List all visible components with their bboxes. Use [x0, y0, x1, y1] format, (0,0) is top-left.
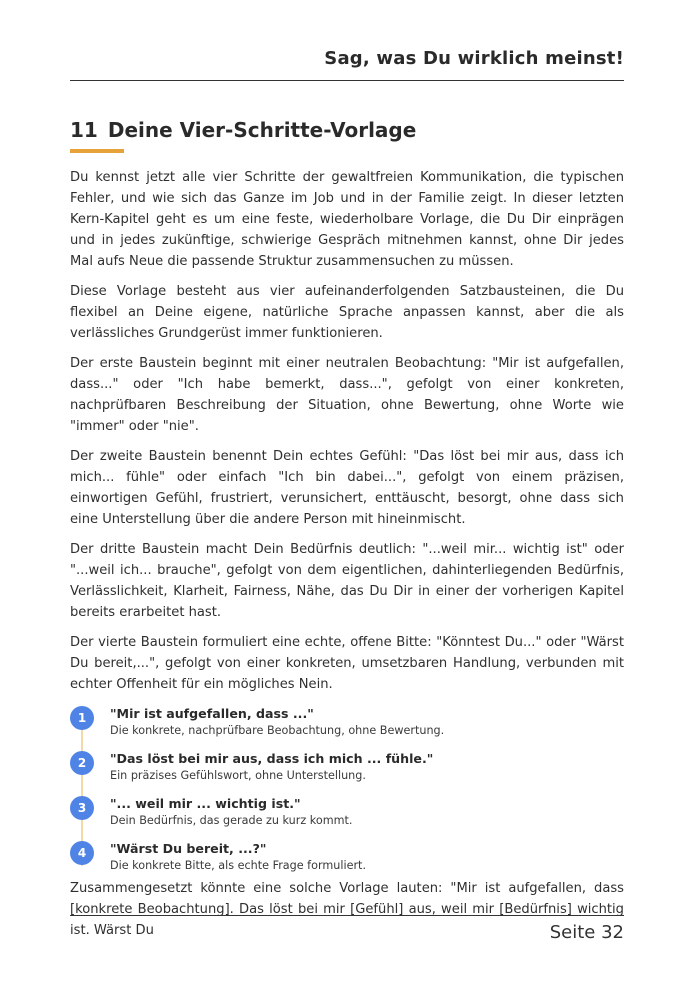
chapter-title: Deine Vier-Schritte-Vorlage	[107, 118, 417, 142]
step-description: Die konkrete, nachprüfbare Beobachtung, ohne Bewertung.	[110, 724, 445, 737]
page-number: Seite 32	[549, 922, 624, 943]
chapter-heading	[70, 118, 416, 142]
step-quote: "... weil mir ... wichtig ist."	[110, 796, 301, 811]
running-header: Sag, was Du wirklich meinst!	[324, 48, 624, 69]
step-quote: "Wärst Du bereit, ...?"	[110, 841, 267, 856]
step-item	[70, 794, 624, 839]
step-number-badge: 4	[70, 841, 94, 865]
four-step-list	[70, 704, 624, 884]
step-number-badge: 2	[70, 751, 94, 775]
paragraph: Der dritte Baustein macht Dein Bedürfnis deutlich: "...weil mir... wichtig ist" oder "...weil ich... brauche", gefolgt von dem eigentlichen, dahinterliegenden Bedürfnis, Verlässlichkeit, Klarheit, Fairness, Nähe, das Du Dir in einer der vorherigen Kapitel bereits erarbeitet hast.	[70, 542, 624, 620]
chapter-body	[70, 167, 624, 950]
footer-divider	[70, 915, 624, 916]
paragraph: Du kennst jetzt alle vier Schritte der gewaltfreien Kommunikation, die typischen Fehler, und wie sich das Ganze im Job und in der Familie zeigt. In dieser letzten Kern-Kapitel geht es um eine feste, wiederholbare Vorlage, die Du Dir einprägen und in jedes zukünftige, schwierige Gespräch mitnehmen kannst, ohne Dir jedes Mal aufs Neue die passende Struktur zusammensuchen zu müssen.	[70, 170, 624, 269]
heading-accent-bar	[70, 149, 124, 153]
chapter-number: 11	[70, 118, 98, 142]
step-quote: "Das löst bei mir aus, dass ich mich ... fühle."	[110, 751, 434, 766]
step-description: Die konkrete Bitte, als echte Frage formuliert.	[110, 859, 366, 872]
step-item	[70, 749, 624, 794]
paragraph: Der erste Baustein beginnt mit einer neutralen Beobachtung: "Mir ist aufgefallen, dass..." oder "Ich habe bemerkt, dass...", gefolgt von einer konkreten, nachprüfbaren Beschreibung der Situation, ohne Bewertung, ohne Worte wie "immer" oder "nie".	[70, 356, 624, 434]
step-number-badge: 3	[70, 796, 94, 820]
step-description: Dein Bedürfnis, das gerade zu kurz kommt.	[110, 814, 353, 827]
paragraph: Der zweite Baustein benennt Dein echtes Gefühl: "Das löst bei mir aus, dass ich mich... fühle" oder einfach "Ich bin dabei...", gefolgt von einem präzisen, einwortigen Gefühl, frustriert, verunsichert, enttäuscht, besorgt, ohne dass sich eine Unterstellung über die andere Person mit hineinmischt.	[70, 449, 624, 527]
paragraph: Zusammengesetzt könnte eine solche Vorlage lauten: "Mir ist aufgefallen, dass [konkrete Beobachtung]. Das löst bei mir [Gefühl] aus, weil mir [Bedürfnis] wichtig ist. Wärst Du	[70, 881, 624, 938]
step-item	[70, 704, 624, 749]
step-quote: "Mir ist aufgefallen, dass ..."	[110, 706, 314, 721]
paragraph: Der vierte Baustein formuliert eine echte, offene Bitte: "Könntest Du..." oder "Wärst Du bereit,...", gefolgt von einer konkreten, umsetzbaren Handlung, verbunden mit echter Offenheit für ein mögliches Nein.	[70, 635, 624, 692]
header-divider	[70, 80, 624, 81]
step-item	[70, 839, 624, 884]
step-description: Ein präzises Gefühlswort, ohne Unterstellung.	[110, 769, 366, 782]
paragraph: Diese Vorlage besteht aus vier aufeinanderfolgenden Satzbausteinen, die Du flexibel an Deine eigene, natürliche Sprache anpassen kannst, aber die als verlässliches Grundgerüst immer funktionieren.	[70, 284, 624, 341]
step-number-badge: 1	[70, 706, 94, 730]
